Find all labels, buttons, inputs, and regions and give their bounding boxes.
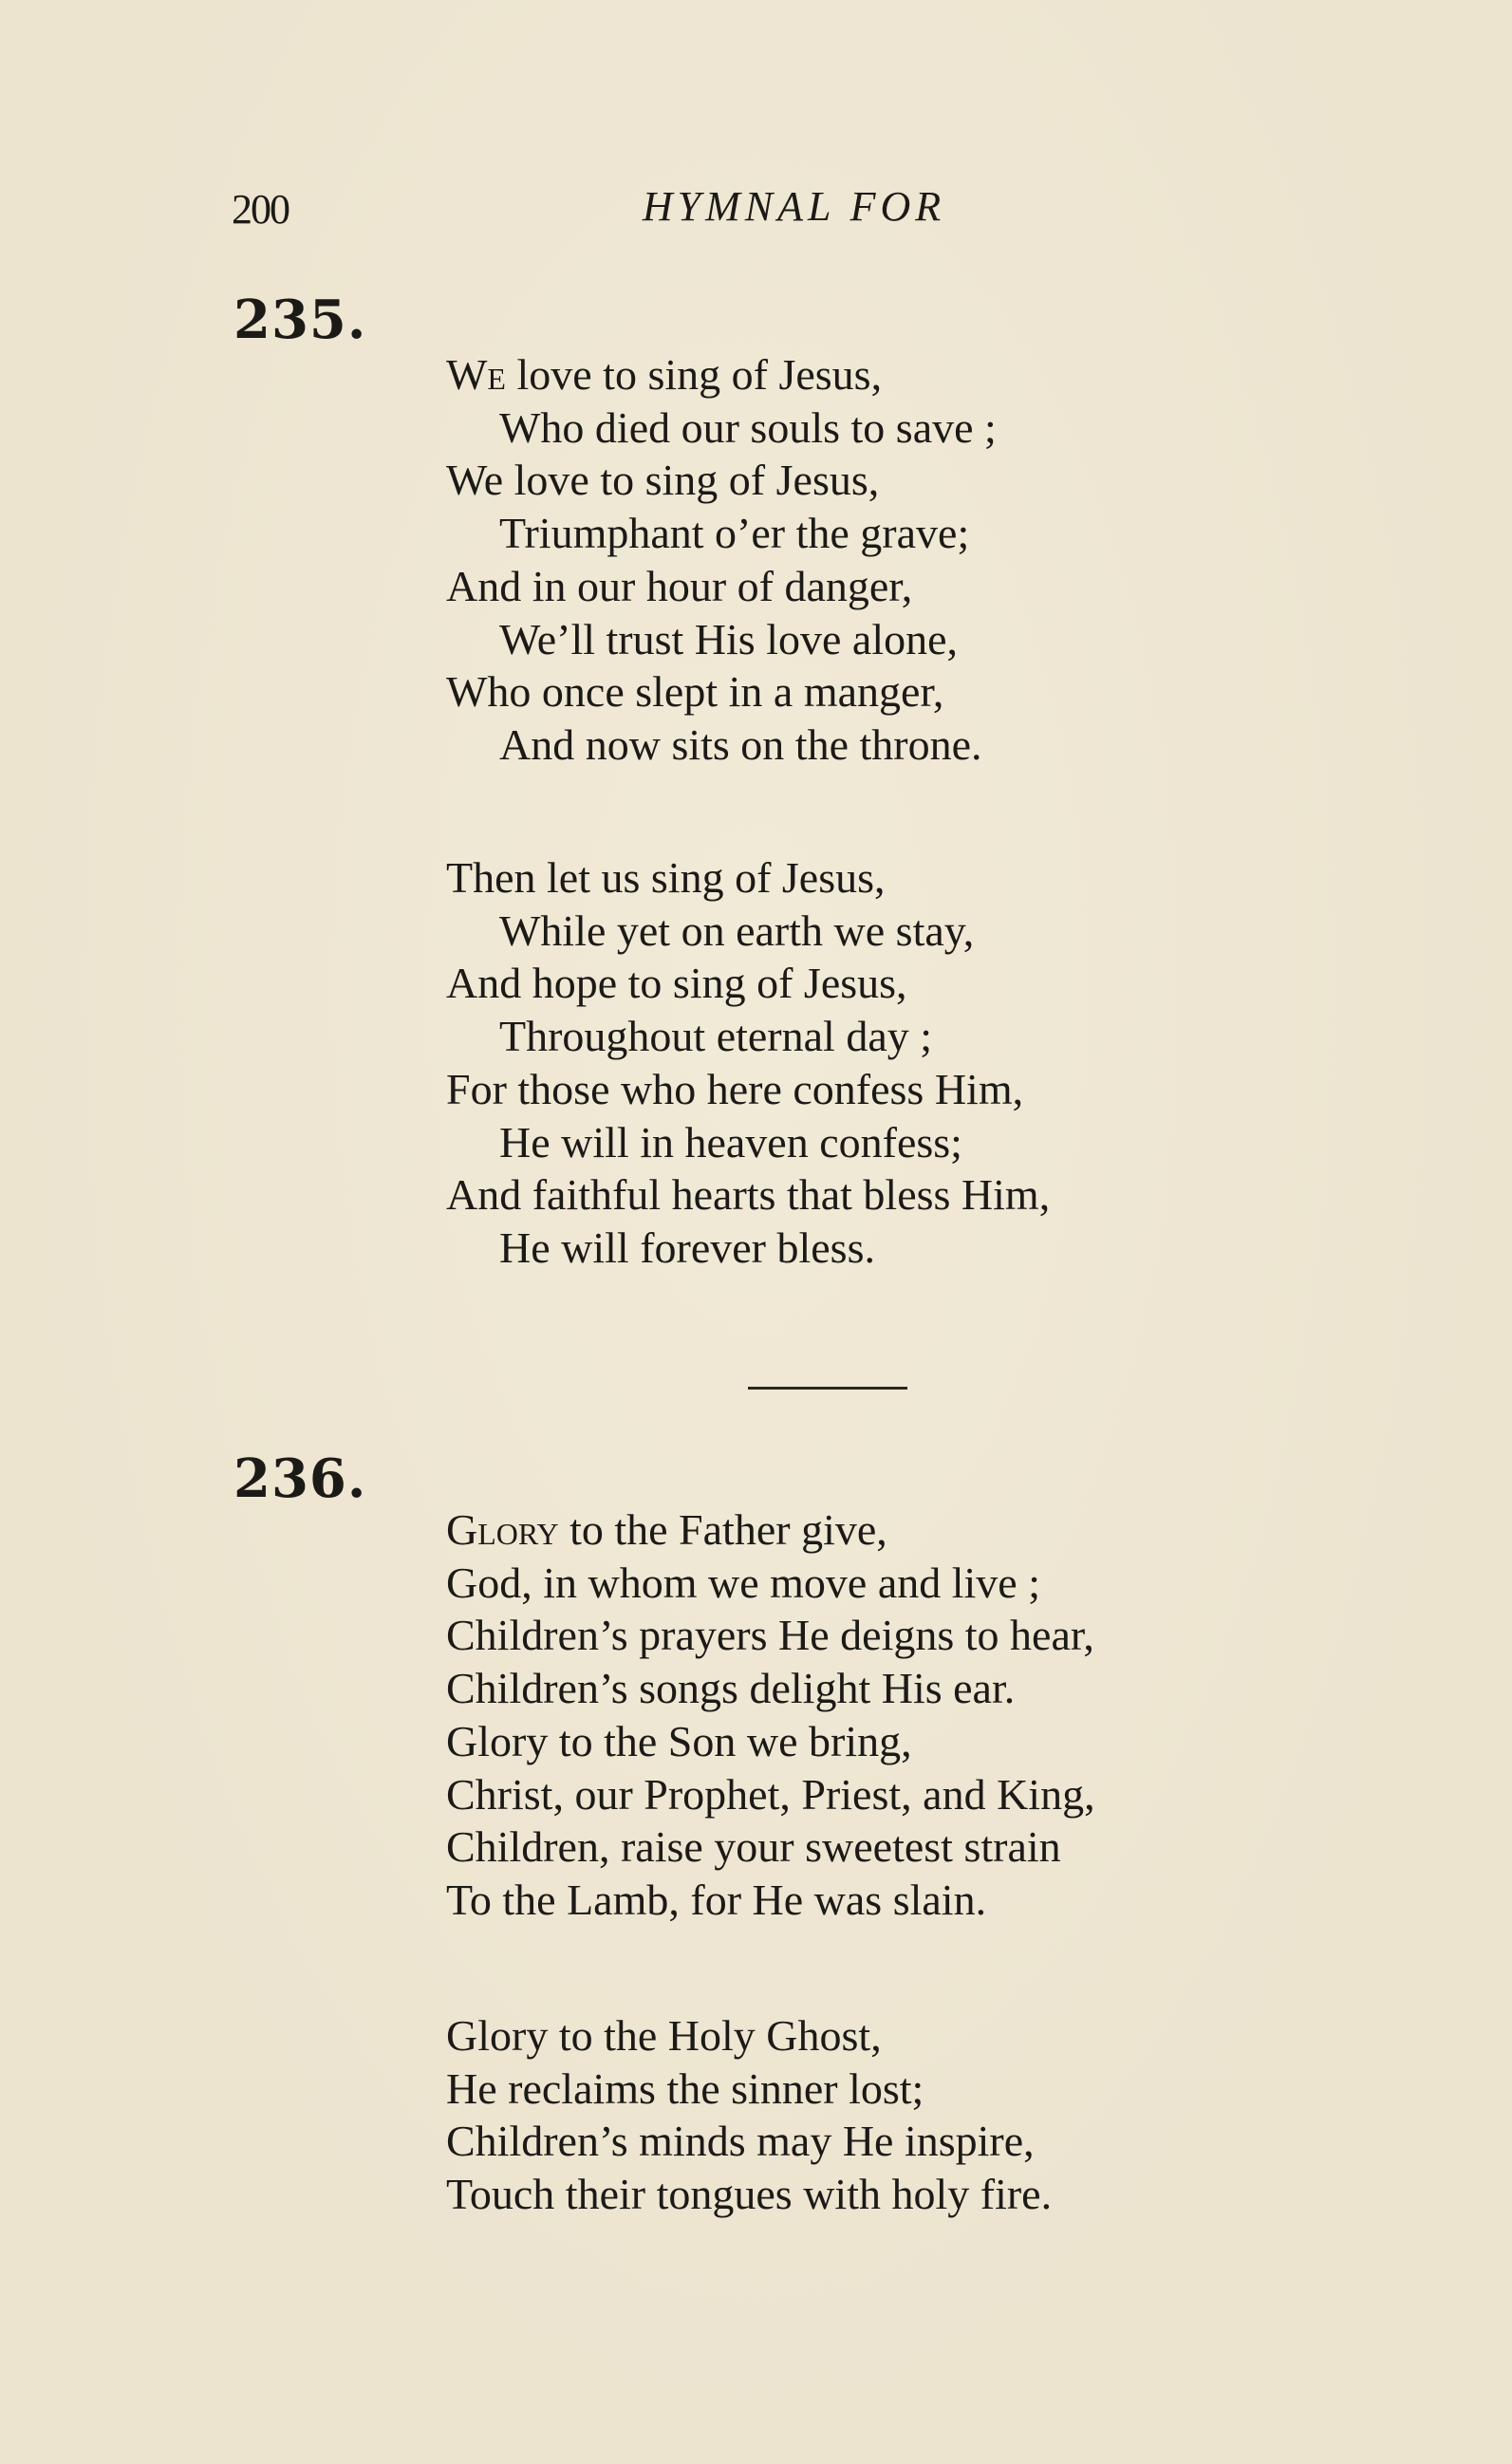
section-divider [748,1387,907,1390]
verse-line: And now sits on the throne. [499,719,982,769]
line-text: to the Father give, [558,1505,887,1554]
stanza [446,851,1050,1275]
verse-line: Glory to the Holy Ghost, [446,2011,882,2060]
hymn-number: 235. [233,289,367,351]
initial-word: We [446,350,506,399]
verse-line: He will forever bless. [499,1223,875,1272]
verse-line: Then let us sing of Jesus, [446,853,886,902]
verse-line: God, in whom we move and live ; [446,1558,1041,1607]
verse-line: He reclaims the sinner lost; [446,2063,924,2113]
running-title: HYMNAL FOR [642,183,946,230]
verse-line: We’ll trust His love alone, [499,614,959,663]
verse-line: Triumphant o’er the grave; [499,509,970,558]
verse-line: For those who here confess Him, [446,1064,1024,1113]
verse-line: Children’s minds may He inspire, [446,2117,1035,2166]
initial-word: Glory [446,1505,559,1554]
page-number: 200 [232,186,289,233]
verse-line: To the Lamb, for He was slain. [446,1875,987,1924]
verse-line: He will in heaven confess; [499,1117,962,1167]
verse-line: Glory to the Son we bring, [446,1716,912,1765]
verse-line: Children, raise your sweetest strain [446,1822,1061,1872]
verse-line: Touch their tongues with holy fire. [446,2170,1053,2219]
hymn-number: 236. [233,1447,367,1510]
verse-line: While yet on earth we stay, [499,905,975,955]
verse-line: Throughout eternal day ; [499,1012,933,1061]
stanza [446,348,997,772]
stanza [446,1503,1095,1927]
verse-line: And faithful hearts that bless Him, [446,1170,1051,1220]
verse-line: Children’s prayers He deigns to hear, [446,1611,1094,1660]
verse-line: Children’s songs delight His ear. [446,1664,1016,1713]
verse-line: We love to sing of Jesus, [446,456,880,505]
verse-line [446,348,997,401]
verse-line: Christ, our Prophet, Priest, and King, [446,1769,1095,1819]
line-text: love to sing of Jesus, [505,350,883,399]
verse-line [446,1503,1095,1557]
verse-line: And hope to sing of Jesus, [446,959,907,1008]
verse-line: And in our hour of danger, [446,561,913,610]
verse-line: Who once slept in a manger, [446,667,944,717]
stanza [446,2009,1052,2221]
verse-line: Who died our souls to save ; [499,402,997,452]
